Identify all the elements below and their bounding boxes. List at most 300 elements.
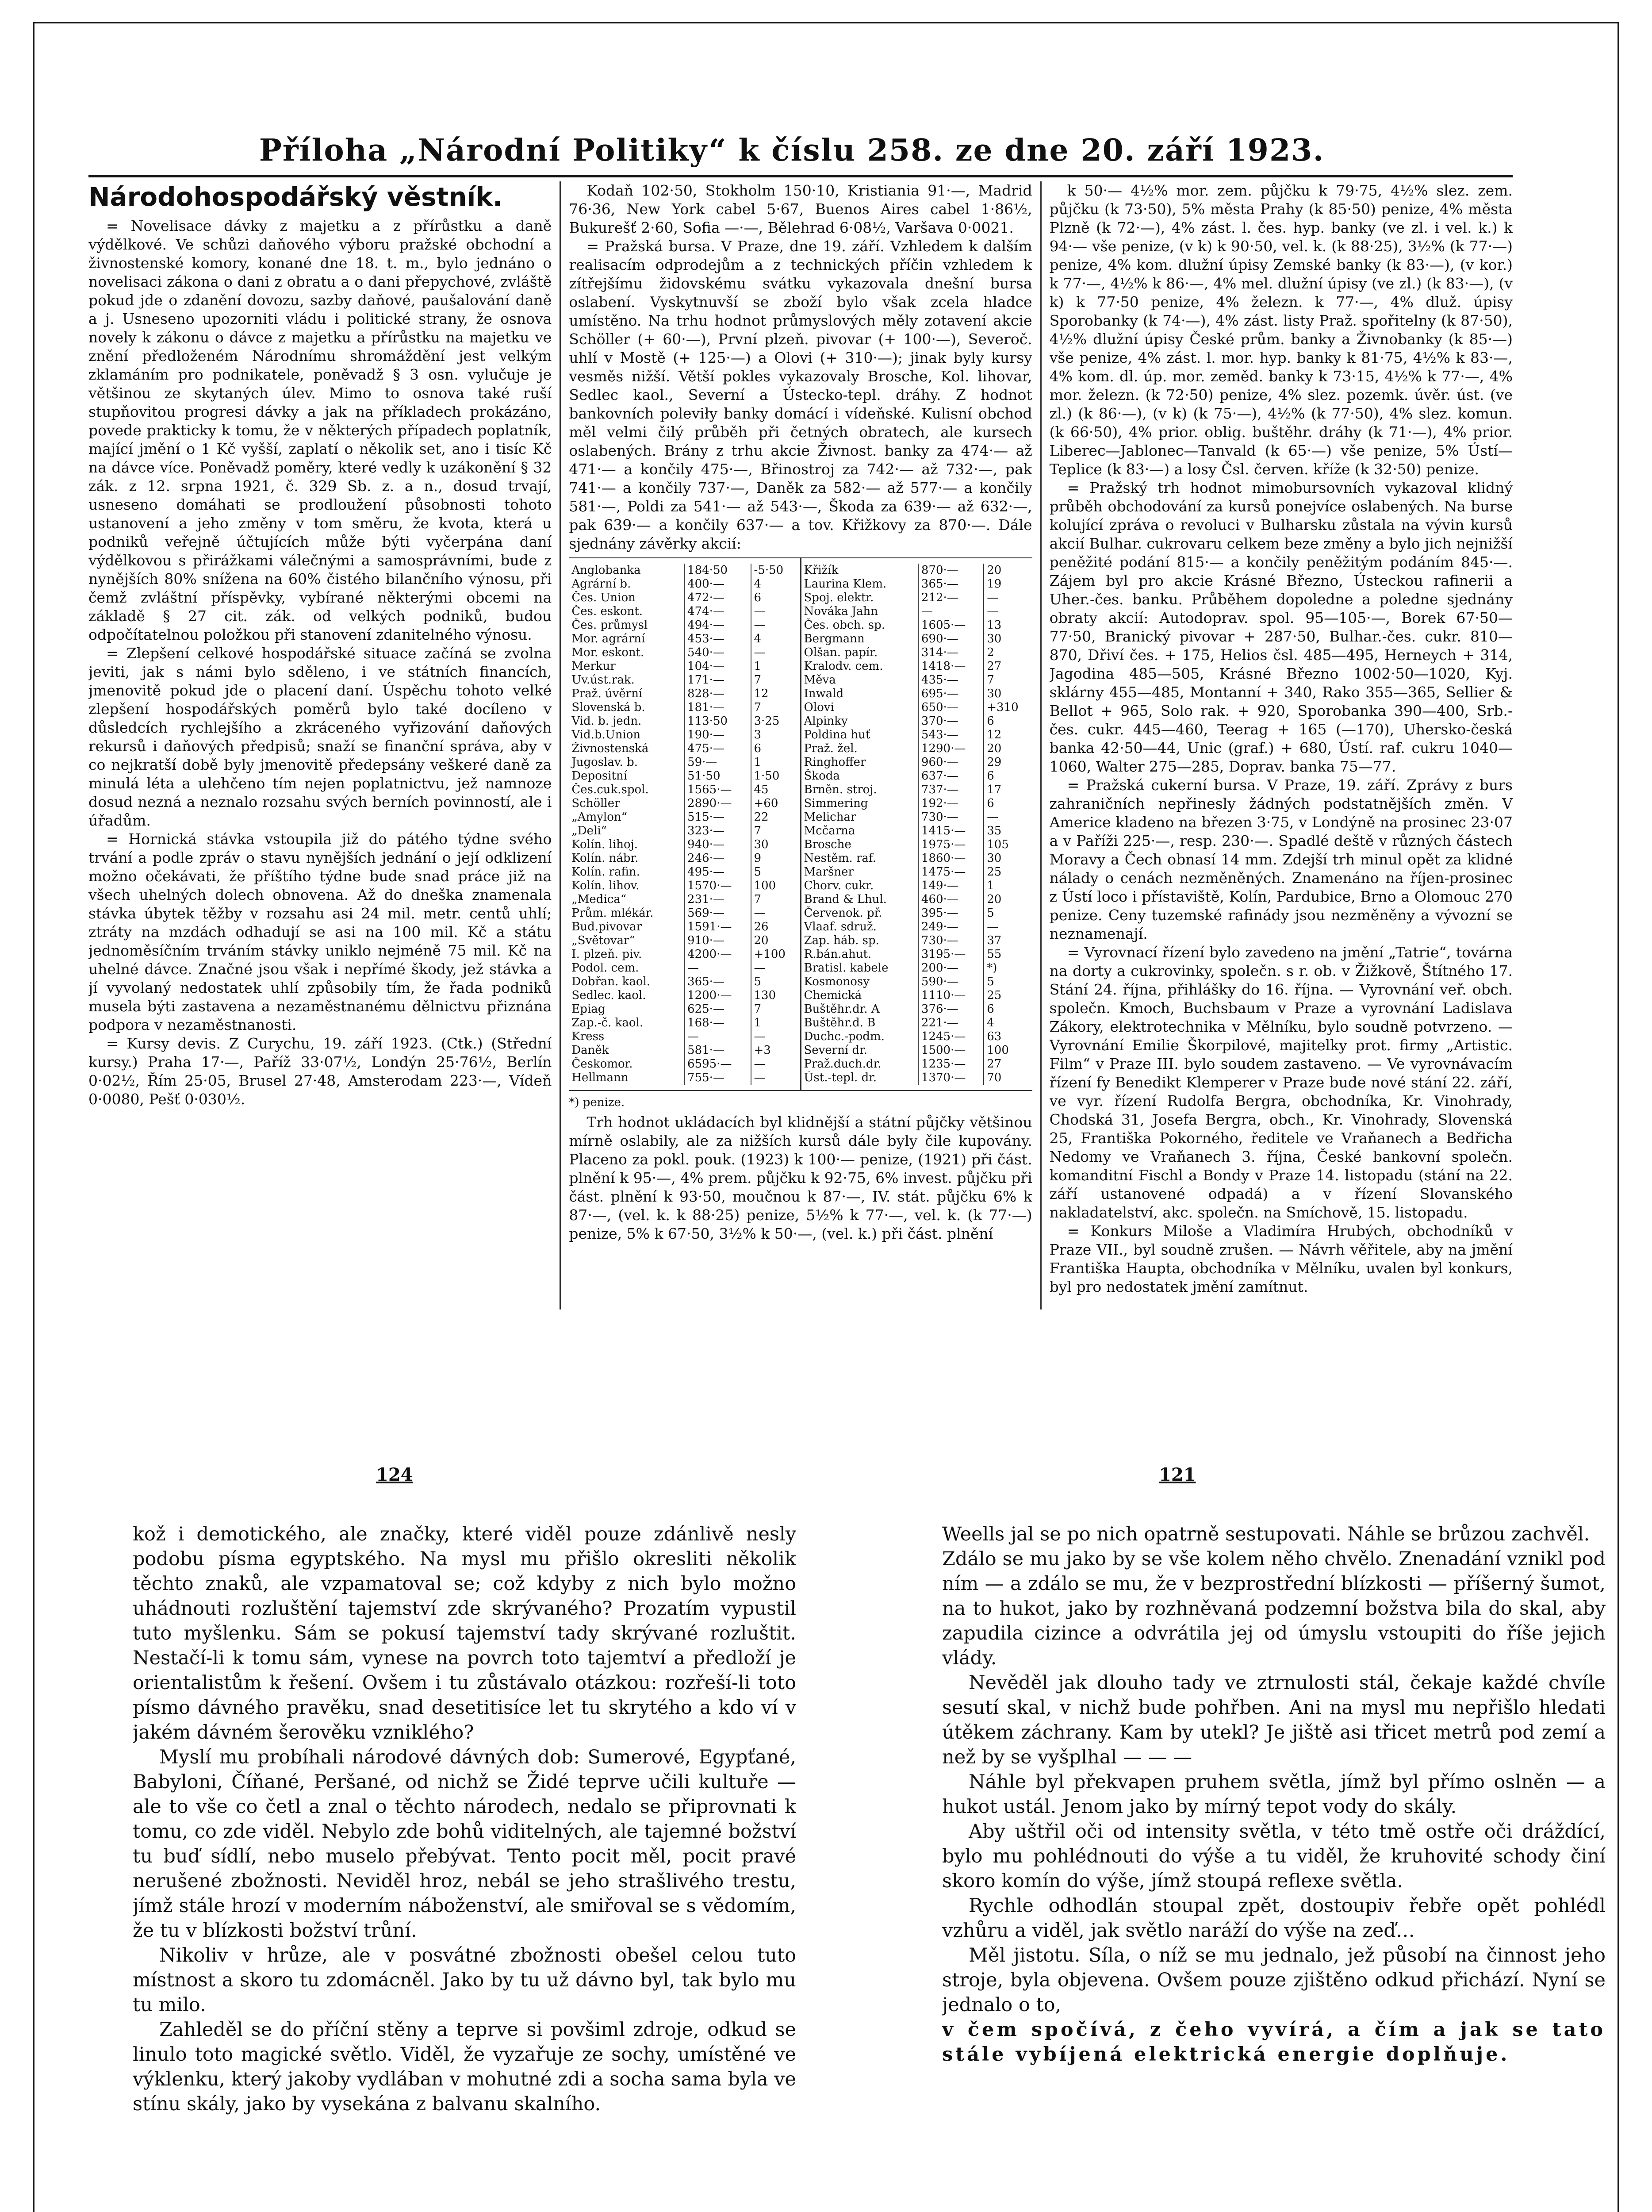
table-cell: 695·— (918, 687, 984, 701)
table-cell: Živnostenská (571, 742, 649, 755)
table-cell: 4 (984, 1016, 1032, 1030)
table-cell: Nováka Jahn (804, 605, 878, 618)
table-cell: — (751, 961, 800, 975)
table-cell: +60 (751, 797, 800, 810)
table-cell: 22 (751, 810, 800, 824)
table-cell: 6 (984, 1002, 1032, 1016)
table-cell: 171·— (684, 673, 751, 687)
table-cell: 474·— (684, 605, 751, 618)
table-cell: Červenok. př. (804, 906, 882, 920)
table-cell: 20 (984, 564, 1032, 577)
table-row (569, 564, 800, 577)
table-cell: 55 (984, 948, 1032, 961)
table-cell: 3 (751, 728, 800, 742)
table-cell: Prům. mlékár. (571, 906, 654, 920)
table-cell: +100 (751, 948, 800, 961)
table-cell: 7 (751, 893, 800, 906)
table-cell: 200·— (918, 961, 984, 975)
table-row (569, 852, 800, 865)
table-row (801, 646, 1032, 660)
book-paragraph: Nevěděl jak dlouho tady ve ztrnulosti stál, čekaje každé chvíle sesutí skal, v nichž bude pohřben. Ani na mysl mu nepřišlo hledati útěkem záchrany. Kam by utekl? Je jiště asi třicet metrů pod zemí a než by se vyšplhal — — — (942, 1672, 1606, 1768)
table-row (801, 961, 1032, 975)
table-cell: 4200·— (684, 948, 751, 961)
table-cell: Čes. obch. sp. (804, 618, 885, 632)
table-row (801, 948, 1032, 961)
table-cell: 1418·— (918, 660, 984, 673)
table-cell: Spoj. elektr. (804, 591, 874, 604)
table-cell: Praž. žel. (804, 742, 858, 755)
table-cell: Vid.b.Union (571, 728, 641, 741)
table-cell: Mor. agrární (571, 632, 645, 645)
table-cell: 1 (751, 1016, 800, 1030)
table-cell: 1200·— (684, 989, 751, 1002)
table-cell: „Medica“ (571, 893, 627, 906)
table-cell: 63 (984, 1030, 1032, 1044)
table-cell: 12 (751, 687, 800, 701)
table-cell: Severní dr. (804, 1044, 868, 1057)
table-cell: 130 (751, 989, 800, 1002)
book-paragraph: Náhle byl překvapen pruhem světla, jímž byl přímo oslněn — a hukot ustál. Jenom jako by mírný tepot vody do skály. (942, 1771, 1606, 1818)
table-row (569, 879, 800, 893)
table-cell: 190·— (684, 728, 751, 742)
table-cell: 6 (751, 591, 800, 605)
table-row (801, 893, 1032, 906)
table-cell: 370·— (918, 714, 984, 728)
table-cell: — (684, 961, 751, 975)
table-cell: 1565·— (684, 783, 751, 797)
book-paragraph: Aby uštřil oči od intensity světla, v této tmě ostře oči dráždící, bylo mu pohlédnouti do výše a tu viděl, že kruhovité schody činí skoro komín do výše, jímž stoupá reflexe světla. (942, 1820, 1606, 1892)
table-cell: Hellmann (571, 1071, 629, 1084)
table-cell: 45 (751, 783, 800, 797)
table-cell: 2 (984, 646, 1032, 660)
table-cell: 435·— (918, 673, 984, 687)
table-cell: — (918, 605, 984, 618)
table-cell: Ringhoffer (804, 756, 866, 769)
table-cell: 181·— (684, 701, 751, 714)
table-cell: — (984, 920, 1032, 934)
table-row (569, 906, 800, 920)
table-row (569, 838, 800, 852)
table-cell: 314·— (918, 646, 984, 660)
table-cell: 6 (984, 797, 1032, 810)
table-cell: Depositní (571, 769, 628, 783)
table-cell: 70 (984, 1071, 1032, 1085)
table-cell: Slovenská b. (571, 701, 645, 714)
table-cell: „Amylon“ (571, 810, 627, 824)
table-row (569, 577, 800, 591)
table-cell: 737·— (918, 783, 984, 797)
book-paragraph: Weells jal se po nich opatrně sestupovati. Náhle se brůzou zachvěl. (942, 1523, 1590, 1545)
table-cell: Kralodv. cem. (804, 660, 883, 673)
table-cell: 20 (751, 934, 800, 948)
table-cell: 7 (751, 1002, 800, 1016)
book-paragraph: Myslí mu probíhali národové dávných dob: Sumerové, Egypťané, Babyloni, Číňané, Peršané, od nichž se Židé teprve učili kultuře — ale to vše co četl a znal o těchto národech, nedalo se připrovnati k tomu, co zde viděl. Nebylo zde bohů viditelných, ale tajemné božství tu buď sídlí, nebo muselo přebývat. Tento pocit měl, pocit pravé nerušené zbožnosti. Neviděl hroz, nebál se jeho strašlivého trestu, jímž stále hrozí v moderním náboženství, ale smiřoval se s vědomím, že tu v blízkosti božství trůní. (133, 1746, 796, 1942)
table-cell: 37 (984, 934, 1032, 948)
table-cell: 6 (751, 742, 800, 756)
table-cell: Daněk (571, 1044, 609, 1057)
table-row (569, 783, 800, 797)
table-row (801, 673, 1032, 687)
table-cell: Zap. háb. sp. (804, 934, 879, 947)
book-page-number-left: 124 (376, 1464, 413, 1485)
table-cell: 690·— (918, 632, 984, 646)
table-row (801, 824, 1032, 838)
table-cell: 590·— (918, 975, 984, 989)
table-cell: Kosmonosy (804, 975, 870, 988)
table-row (801, 564, 1032, 577)
table-cell: 6 (984, 714, 1032, 728)
table-cell: 960·— (918, 756, 984, 769)
table-cell: 20 (984, 893, 1032, 906)
table-row (569, 605, 800, 618)
table-cell: 395·— (918, 906, 984, 920)
table-cell: Agrární b. (571, 577, 631, 591)
table-row (801, 577, 1032, 591)
table-row (801, 810, 1032, 824)
table-cell: 30 (984, 852, 1032, 865)
table-cell: 1 (751, 660, 800, 673)
table-cell: 540·— (684, 646, 751, 660)
table-cell: 4 (751, 632, 800, 646)
table-cell: Buštěhr.dr. A (804, 1002, 880, 1016)
newspaper-columns (88, 181, 1513, 1310)
table-cell: 543·— (918, 728, 984, 742)
table-cell: 12 (984, 728, 1032, 742)
table-row (801, 660, 1032, 673)
table-cell: 625·— (684, 1002, 751, 1016)
table-cell: 1370·— (918, 1071, 984, 1085)
page-header: Příloha „Národní Politiky“ k číslu 258. ze dne 20. září 1923. (259, 133, 1325, 168)
table-cell: Praž.duch.dr. (804, 1057, 882, 1071)
table-cell: Brněn. stroj. (804, 783, 877, 796)
table-cell: 365·— (918, 577, 984, 591)
table-cell: 3195·— (918, 948, 984, 961)
article-paragraph: = Kursy devis. Z Curychu, 19. září 1923. (Ctk.) (Střední kursy.) Praha 17·—, Paříž 33·07½, Londýn 25·76½, Berlín 0·02½, Řím 25·05, Brusel 27·48, Amsterodam 223·—, Vídeň 0·0080, Pešť 0·030½. (88, 1035, 552, 1108)
table-cell: 1 (984, 879, 1032, 893)
table-cell: Praž. úvěrní (571, 687, 643, 700)
table-cell: Vid. b. jedn. (571, 714, 642, 728)
table-cell: 495·— (684, 865, 751, 879)
table-cell: — (751, 646, 800, 660)
stock-table-right (801, 564, 1032, 1085)
table-cell: Mor. eskont. (571, 646, 644, 659)
table-cell: 27 (984, 1057, 1032, 1071)
table-cell: 453·— (684, 632, 751, 646)
table-cell: 730·— (918, 934, 984, 948)
table-row (569, 989, 800, 1002)
table-cell: — (751, 1030, 800, 1044)
article-paragraph: = Vyrovnací řízení bylo zavedeno na jmění „Tatrie“, továrna na dorty a cukrovinky, společn. s r. ob. v Žižkově, Štítného 17. Stání 24. října, přihlášky do 16. října. — Vyrovnání veř. obch. společn. Kmoch, Buchsbaum v Praze a vyrovnání Ladislava Zákory, elektrotechnika v Mělníku, bylo soudně potvrzeno. — Vyrovnání Emilie Škorpilové, majitelky prot. firmy „Artistic. Film“ v Praze III. bylo soudem zastaveno. — Ve vyrovnávacím řízení fy Benedikt Klemperer v Praze bude nové stání 22. září, ve vyr. řízení Rudolfa Bergra, obchodníka, Kr. Vinohrady, Chodská 31, Josefa Bergra, obch., Kr. Vinohrady, Slovenská 25, Františka Pokorného, ředitele ve Vraňanech a Bedřicha Nedomy ve Vraňanech 3. října, České bankovní společn. komanditní Fischl a Bondy v Praze 14. listopadu (stání na 22. září ustanovené odpadá) a v řízení Slovanského nakladatelství, akc. společn. na Smíchově, 15. listopadu. (1049, 944, 1513, 1221)
table-cell: Nestěm. raf. (804, 852, 876, 865)
table-row (801, 934, 1032, 948)
table-cell: 192·— (918, 797, 984, 810)
table-cell: 6595·— (684, 1057, 751, 1071)
table-row (569, 646, 800, 660)
table-cell: Alpinky (804, 714, 848, 728)
table-cell: 569·— (684, 906, 751, 920)
column-2 (569, 181, 1041, 1310)
table-cell: 1·50 (751, 769, 800, 783)
table-cell: 3·25 (751, 714, 800, 728)
table-cell: 13 (984, 618, 1032, 632)
table-cell: Úst.-tepl. dr. (804, 1071, 877, 1084)
table-row (801, 797, 1032, 810)
table-cell: 400·— (684, 577, 751, 591)
table-cell: Chemická (804, 989, 862, 1002)
table-row (569, 714, 800, 728)
table-cell: Dobřan. kaol. (571, 975, 651, 988)
table-cell: „Světovar“ (571, 934, 635, 947)
table-cell: 581·— (684, 1044, 751, 1057)
table-cell: 5 (984, 975, 1032, 989)
table-cell: 4 (751, 577, 800, 591)
table-row (569, 673, 800, 687)
table-cell: 472·— (684, 591, 751, 605)
table-row (569, 975, 800, 989)
table-cell: 221·— (918, 1016, 984, 1030)
book-page-number-right: 121 (1159, 1464, 1196, 1485)
table-row (801, 1057, 1032, 1071)
article-paragraph: = Pražský trh hodnot mimobursovních vykazoval klidný průběh obchodování za kursů ponejvíce oslabených. Na burse kolující zpráva o revoluci v Bulharsku zůstala na vývin kursů akcií Bulhar. cukrovaru celkem beze změny a bylo jich nejnižší peněžité podání 815·— a končily peněžitým podáním 845·—. Zájem byl pro akcie Krásné Březno, Ústeckou rafinerii a Uher.-čes. banku. Průběhem dopoledne a poledne sjednány obraty akcií: Autodoprav. spol. 95—105·—, Borek 67·50—77·50, Branický pivovar + 287·50, Bulhar.-čes. cukr. 810—870, Dřiví čes. + 175, Helios čsl. 485—495, Herneych + 314, Jagodina 485—505, Krásné Březno 1002·50—1020, Kyj. sklárny 455—485, Montanní + 340, Rako 355—365, Sellier & Bellot + 965, Solo rak. + 920, Sporobanka 390—400, Srb.-čes. cukr. 445—460, Teerag + 165 (—170), Uhersko-česká banka 42·50—44, Unic (graf.) + 680, Ústí. raf. cukru 1040—1060, Walter 275—285, Doprav. banka 75—77. (1049, 479, 1513, 775)
table-row (801, 701, 1032, 714)
table-row (569, 632, 800, 646)
table-row (569, 1016, 800, 1030)
table-cell: Duchc.-podm. (804, 1030, 885, 1043)
table-row (801, 920, 1032, 934)
table-row (801, 989, 1032, 1002)
table-cell: Škoda (804, 769, 840, 783)
stock-table-left (569, 564, 800, 1085)
table-cell: 1235·— (918, 1057, 984, 1071)
header-rule (88, 175, 1513, 177)
table-cell: 650·— (918, 701, 984, 714)
table-row (801, 879, 1032, 893)
table-cell: 20 (984, 742, 1032, 756)
table-cell: Kolín. rafin. (571, 865, 640, 879)
table-cell: 9 (751, 852, 800, 865)
column-1 (88, 181, 561, 1310)
table-cell: 249·— (918, 920, 984, 934)
article-paragraph: = Hornická stávka vstoupila již do pátého týdne svého trvání a podle zpráv o stavu nynějších jednání o její odklizení možno očekávati, že příštího týdne bude snad práce již na všech uhelných dolech obnovena. Až do dneška znamenala stávka úbytek těžby v rozsahu asi 24 mil. metr. centů uhlí; ztráty na mzdách odhadují se asi na 100 mil. Kč a státu jednoměsíčním trváním stávky uniklo nejméně 75 mil. Kč na uhelné dávce. Značné jsou však i nepřímé škody, jež stávka a jí vyvolaný nedostatek uhlí způsobily tím, že řada podniků musela býti zastavena a nezaměstnanému dělnictvu přiznána podpora v nezaměstnanosti. (88, 830, 552, 1033)
article-paragraph: Kodaň 102·50, Stokholm 150·10, Kristiania 91·—, Madrid 76·36, New York cabel 5·67, Buenos Aires cabel 1·86½, Bukurešť 2·60, Sofia —·—, Bělehrad 6·08½, Varšava 0·0021. (569, 182, 1032, 236)
table-row (801, 783, 1032, 797)
table-cell: Schöller (571, 797, 620, 810)
table-cell: Anglobanka (571, 564, 641, 577)
table-cell: Čes. průmysl (571, 618, 648, 632)
table-cell: Brosche (804, 838, 851, 851)
table-row (801, 852, 1032, 865)
table-cell: 5 (751, 975, 800, 989)
table-row (801, 742, 1032, 756)
book-page-right (942, 1522, 1606, 2212)
table-cell: 51·50 (684, 769, 751, 783)
table-cell: 35 (984, 824, 1032, 838)
table-cell: 104·— (684, 660, 751, 673)
table-cell: 515·— (684, 810, 751, 824)
table-cell: Sedlec. kaol. (571, 989, 646, 1002)
table-cell: 1415·— (918, 824, 984, 838)
table-cell: 910·— (684, 934, 751, 948)
table-row (801, 838, 1032, 852)
article-paragraph: = Novelisace dávky z majetku a z přírůstku a daně výdělkové. Ve schůzi daňového výboru pražské obchodní a živnostenské komory, konané dne 18. t. m., bylo jednáno o novelisaci zákona o dani z obratu a o dani přepychové, zvláště pokud jde o zdanění dovozu, sazby daňové, paušalování daně a j. Usneseno upozorniti vládu i politické strany, že osnova novely k zákonu o dávce z majetku a přírůstku na majetku ve znění předloženém Národnímu shromáždění jest velkým zklamáním pro podnikatele, poněvadž § 3 osn. vylučuje je většinou ze skytaných úlev. Mimo to osnova také ruší stupňovitou progresi dávky a jak na příkladech prokázáno, povede prakticky k tomu, že v některých případech poplatník, mající jmění o 1 Kč vyšší, zaplatí o několik set, ano i tisíc Kč na dávce více. Poněvadž poměry, které vedly k uzákonění § 32 zák. z 12. srpna 1921, č. 329 Sb. z. a n., dosud trvají, usneseno domáhati se prodloužení působnosti tohoto ustanovení a jeho změny v tom směru, že kvota, která u podniků veřejně účtujících může býti vyčerpána daní výdělkovou s přirážkami válečnými a samosprávními, bude z nynějších 80% snížena na 60% čistého bilančního výnosu, při čemž zvláštní příspěvky, vybírané některými obcemi na základě § 27 cit. zák. od velkých podniků, budou odpočítatelnou položkou při stanovení zdanitelného výnosu. (88, 217, 552, 643)
table-cell: 25 (984, 989, 1032, 1002)
table-row (569, 591, 800, 605)
table-cell: 2890·— (684, 797, 751, 810)
table-row (801, 605, 1032, 618)
table-cell: 365·— (684, 975, 751, 989)
table-cell: 17 (984, 783, 1032, 797)
table-row (801, 975, 1032, 989)
table-cell: Bud.pivovar (571, 920, 642, 933)
table-cell: Kolín. nábr. (571, 852, 639, 865)
table-cell: Bratisl. kabele (804, 961, 889, 975)
table-cell: R.bán.ahut. (804, 948, 872, 961)
table-cell: 5 (751, 865, 800, 879)
table-cell: 30 (984, 687, 1032, 701)
table-row (801, 1016, 1032, 1030)
table-cell: +310 (984, 701, 1032, 714)
table-cell: 7 (984, 673, 1032, 687)
table-row (569, 756, 800, 769)
article-paragraph: Trh hodnot ukládacích byl klidnější a státní půjčky většinou mírně oslabily, ale za nižších kursů dále byly čile kupovány. Placeno za pokl. pouk. (1923) k 100·— penize, (1921) při část. plnění k 95·—, 4% prem. půjčku k 92·75, 6% invest. půjčku při část. plnění k 93·50, moučnou k 87·—, IV. stát. půjčku 6% k 87·—, (vel. k. k 88·25) penize, 5½% k 77·—, vel. k. (k 77·—) penize, 5% k 67·50, 3½% k 50·—, (vel. k.) při část. plnění (569, 1114, 1032, 1242)
table-cell: 323·— (684, 824, 751, 838)
table-cell: 100 (984, 1044, 1032, 1057)
table-cell: 59·— (684, 756, 751, 769)
table-cell: Maršner (804, 865, 854, 879)
table-row (801, 1030, 1032, 1044)
table-cell: 1500·— (918, 1044, 984, 1057)
table-row (569, 618, 800, 632)
table-cell: 7 (751, 701, 800, 714)
table-cell: Simmering (804, 797, 868, 810)
table-cell: Podol. cem. (571, 961, 639, 975)
table-cell: *) (984, 961, 1032, 975)
table-cell: 828·— (684, 687, 751, 701)
table-row (569, 810, 800, 824)
table-row (569, 948, 800, 961)
table-cell: 460·— (918, 893, 984, 906)
table-cell: 19 (984, 577, 1032, 591)
table-cell: 231·— (684, 893, 751, 906)
table-cell: 1570·— (684, 879, 751, 893)
table-cell: 940·— (684, 838, 751, 852)
table-cell: 1975·— (918, 838, 984, 852)
table-cell: 730·— (918, 810, 984, 824)
table-cell: Inwald (804, 687, 844, 700)
table-cell: Melichar (804, 810, 856, 824)
table-cell: Vlaaf. sdruž. (804, 920, 877, 933)
table-cell: Buštěhr.d. B (804, 1016, 876, 1029)
table-cell: — (751, 618, 800, 632)
table-row (801, 769, 1032, 783)
table-cell: — (684, 1030, 751, 1044)
table-row (569, 1071, 800, 1085)
table-cell: Laurina Klem. (804, 577, 887, 591)
table-row (569, 728, 800, 742)
table-cell: 30 (751, 838, 800, 852)
article-paragraph: = Pražská bursa. V Praze, dne 19. září. Vzhledem k dalším realisacím odprodejům a z technických příčin vzhledem k zítřejšímu židovskému svátku vykazovala dnešní bursa oslabení. Vyskytnuvší se zboží bylo však zcela hladce umístěno. Na trhu hodnot průmyslových měly zotavení akcie Schöller (+ 60·—), První plzeň. pivovar (+ 100·—), Severoč. uhlí v Mostě (+ 125·—) a Olovi (+ 310·—); jinak byly kursy vesměs nižší. Větší pokles vykazovaly Brosche, Kol. lihovar, Sedlec kaol., Severní a Ústecko-tepl. dráhy. Z hodnot bankovních poleviły banky domácí i vídeňské. Kulisní obchod měl velmi čilý průběh při četných obratech, ale kursech oslabených. Brány z trhu akcie Živnost. banky za 474·— až 471·— a končily 475·—, Břinostroj za 742·— až 732·—, pak 741·— a končily 737·—, Daněk za 582·— až 577·— a končily 581·—, Poldi za 541·— až 543·—, Škoda za 639·— až 632·—, pak 639·— a končily 637·— a tov. Křižkovy za 870·—. Dále sjednány závěrky akcií: (569, 238, 1032, 552)
column-3 (1050, 181, 1513, 1310)
book-paragraph: Zahleděl se do příční stěny a teprve si povšiml zdroje, odkud se linulo toto magické světlo. Viděl, že vyzařuje ze sochy, umístěné ve výklenku, který jakoby vydlában v mohutné zdi a socha sama byla ve stínu skály, jako by vysekána z balvanu skalního. (133, 2019, 796, 2115)
table-row (569, 961, 800, 975)
table-cell: 5 (984, 906, 1032, 920)
table-row (801, 591, 1032, 605)
table-cell: Chorv. cukr. (804, 879, 874, 892)
section-title: Národohospodářský věstník. (88, 182, 503, 212)
table-row (801, 865, 1032, 879)
table-cell: 870·— (918, 564, 984, 577)
table-cell: — (984, 605, 1032, 618)
table-row (801, 618, 1032, 632)
table-cell: Čes. Union (571, 591, 636, 604)
table-row (569, 1044, 800, 1057)
table-cell: — (751, 1071, 800, 1085)
table-row (569, 1057, 800, 1071)
table-cell: 1475·— (918, 865, 984, 879)
table-cell: 113·50 (684, 714, 751, 728)
table-cell: -5·50 (751, 564, 800, 577)
table-row (801, 906, 1032, 920)
table-cell: 7 (751, 824, 800, 838)
table-cell: Čes.cuk.spol. (571, 783, 649, 796)
table-cell: Křižík (804, 564, 839, 577)
table-row (801, 714, 1032, 728)
table-cell: Kress (571, 1030, 605, 1043)
table-cell: — (984, 810, 1032, 824)
table-cell: Bergmann (804, 632, 865, 645)
table-cell: Zap.-č. kaol. (571, 1016, 644, 1029)
table-cell: 168·— (684, 1016, 751, 1030)
book-paragraph: Nikoliv v hrůze, ale v posvátné zbožnosti obešel celou tuto místnost a skoro tu zdomácněl. Jako by tu už dávno byl, tak bylo mu tu milo. (133, 1944, 796, 2016)
table-row (569, 742, 800, 756)
table-cell: Jugoslav. b. (571, 756, 638, 769)
table-row (801, 1044, 1032, 1057)
table-cell: 27 (984, 660, 1032, 673)
table-cell: I. plzeň. piv. (571, 948, 642, 961)
table-cell: Olovi (804, 701, 834, 714)
table-cell: 1110·— (918, 989, 984, 1002)
table-footnote: *) penize. (569, 1096, 625, 1109)
table-cell: Mcčarna (804, 824, 855, 837)
table-row (569, 797, 800, 810)
book-paragraph-spaced: v čem spočívá, z čeho vyvírá, a čím a jak se tato stále vybíjená elektrická energie doplňuje. (942, 2019, 1606, 2066)
table-row (801, 1071, 1032, 1085)
table-cell: 105 (984, 838, 1032, 852)
table-row (569, 687, 800, 701)
table-cell: 1245·— (918, 1030, 984, 1044)
table-row (569, 660, 800, 673)
table-cell: 475·— (684, 742, 751, 756)
table-cell: 1 (751, 756, 800, 769)
book-paragraph: kož i demotického, ale značky, které viděl pouze zdánlivě nesly podobu písma egyptského. Na mysl mu přišlo okresliti několik těchto znaků, ale vzpamatoval se; což kdyby z nich bylo možno uhádnouti rozluštění tajemství zde skrývaného? Prozatím vypustil tuto myšlenku. Sám se pokusí tajemství tady skrývané rozluštit. Nestačí-li k tomu sám, vynese na povrch toto tajemtví a předloží je orientalistům k řešení. Ovšem i tu zůstávalo otázkou: rozřeší-li toto písmo dávného pravěku, snad desetitisíce let tu skrytého a kdo ví v jakém dávném šerověku vzniklého? (133, 1523, 796, 1743)
book-paragraph: Měl jistotu. Síla, o níž se mu jednalo, jež působí na činnost jeho stroje, byla objevena. Ovšem pouze zjištěno odkud přichází. Nyní se jednalo o to, (942, 1944, 1606, 2016)
table-cell: — (984, 591, 1032, 605)
article-paragraph: = Zlepšení celkové hospodářské situace začíná se zvolna jeviti, jak s námi bylo sděleno, i ve státních financích, jmenovitě pokud jde o placení daní. Úspěchu tohoto velké zlepšení hospodářských poměrů bylo také docíleno v důsledcích rychlejšího a zkráceného vyřizování daňových rekursů i daňových předpisů; snaží se finanční správa, aby v co nejkratší době byly jmenovitě předepsány veškeré daně za minulá léta a ulehčeno tím nejen poplatnictvu, jež namnoze dosud nezná a neznalo rozsahu svých berních povinností, ale i úřadům. (88, 645, 552, 829)
table-cell: Čes. eskont. (571, 605, 643, 618)
table-row (569, 920, 800, 934)
table-cell: — (751, 605, 800, 618)
table-cell: — (751, 906, 800, 920)
table-row (569, 1030, 800, 1044)
table-cell: 1591·— (684, 920, 751, 934)
table-cell: 149·— (918, 879, 984, 893)
table-cell: 1605·— (918, 618, 984, 632)
table-cell: 6 (984, 769, 1032, 783)
table-cell: 212·— (918, 591, 984, 605)
table-cell: 376·— (918, 1002, 984, 1016)
table-row (569, 824, 800, 838)
table-cell: +3 (751, 1044, 800, 1057)
